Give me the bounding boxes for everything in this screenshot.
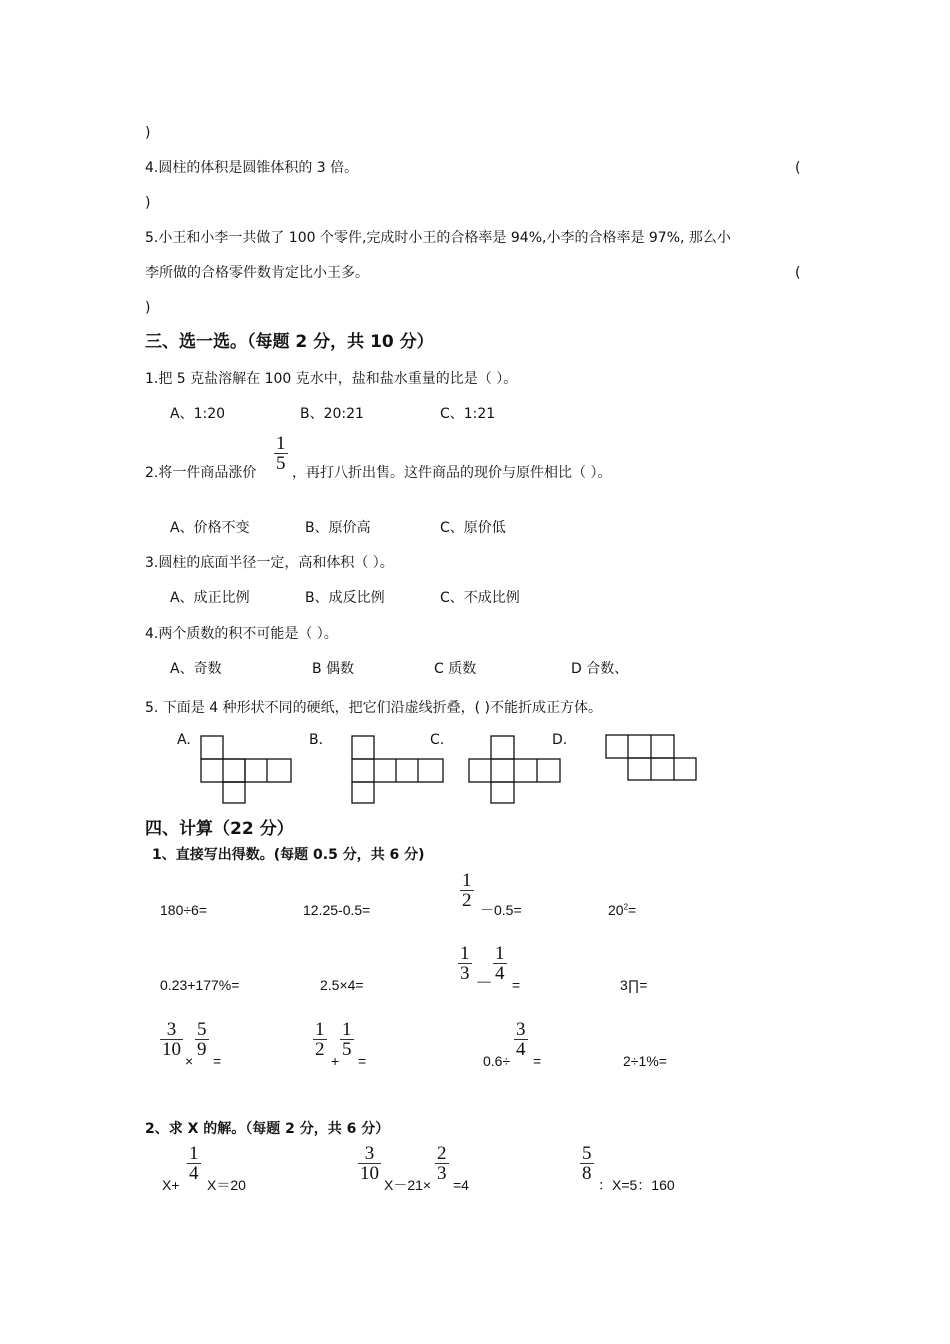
mc-question-2-pre: 2.将一件商品涨价 (145, 465, 257, 481)
option-c: C、原价低 (440, 520, 506, 536)
mc-question-2-post: ，再打八折出售。这件商品的现价与原件相比（ ）。 (292, 465, 612, 481)
calc-item: 0.23+177%= (160, 977, 240, 993)
equation-part: ：X=5：160 (598, 1177, 675, 1193)
answer-paren-open: ( (795, 265, 801, 281)
option-a: A、奇数 (170, 661, 222, 677)
option-label-c: C. (430, 732, 445, 748)
fraction: $\frac{1}{4}$ (189, 1143, 199, 1184)
close-paren: ) (145, 300, 151, 316)
option-b: B、成反比例 (305, 590, 385, 606)
operator: － (475, 973, 493, 993)
fraction: $\frac{2}{3}$ (437, 1143, 447, 1184)
fraction: $\frac{3}{10}$ (162, 1019, 181, 1060)
calc-item: = (533, 1053, 542, 1069)
option-b: B 偶数 (312, 661, 355, 677)
cube-net-b (348, 733, 448, 805)
option-a: A、价格不变 (170, 520, 250, 536)
mc-question-3: 3.圆柱的底面半径一定，高和体积（ ）。 (145, 555, 394, 571)
option-c: C、不成比例 (440, 590, 520, 606)
option-c: C、1:21 (440, 406, 496, 422)
equation-part: X+ (162, 1177, 180, 1193)
option-b: B、原价高 (305, 520, 371, 536)
mc-question-4: 4.两个质数的积不可能是（ ）。 (145, 626, 338, 642)
tf-question-5-line1: 5.小王和小李一共做了 100 个零件,完成时小王的合格率是 94%,小李的合格率是 97%, 那么小 (145, 230, 731, 246)
fraction: $\frac{1}{4}$ (495, 943, 505, 984)
option-b: B、20:21 (300, 406, 364, 422)
calc-item: = (512, 977, 521, 993)
option-label-a: A. (177, 732, 191, 748)
calc-item: 2÷1%= (623, 1053, 667, 1069)
calc-item: = (358, 1053, 367, 1069)
fraction: $\frac{3}{4}$ (516, 1019, 526, 1060)
equation-part: =4 (453, 1177, 469, 1193)
cube-net-c (466, 733, 566, 805)
cube-net-d (603, 733, 703, 785)
calc-item: 2.5×4= (320, 977, 364, 993)
calc-item: 0.6÷ (483, 1053, 511, 1069)
option-d: D 合数、 (571, 661, 629, 677)
fraction: $\frac{1}{5}$ (276, 433, 286, 474)
fraction: $\frac{1}{3}$ (460, 943, 470, 984)
tf-question-5-line2: 李所做的合格零件数肯定比小王多。 (145, 265, 369, 281)
close-paren: ) (145, 195, 151, 211)
option-label-d: D. (552, 732, 568, 748)
option-a: A、成正比例 (170, 590, 250, 606)
operator: + (331, 1053, 340, 1069)
fraction: $\frac{5}{9}$ (197, 1019, 207, 1060)
fraction: $\frac{5}{8}$ (582, 1143, 592, 1184)
option-c: C 质数 (434, 661, 477, 677)
mc-question-1: 1.把 5 克盐溶解在 100 克水中，盐和盐水重量的比是（ ）。 (145, 371, 518, 387)
section-title: 四、计算（22 分） (145, 819, 294, 839)
option-label-b: B. (309, 732, 324, 748)
calc-item: －0.5= (480, 902, 522, 918)
option-a: A、1:20 (170, 406, 226, 422)
mc-question-5: 5. 下面是 4 种形状不同的硬纸，把它们沿虚线折叠，( )不能折成正方体。 (145, 700, 602, 716)
calc-item: $20^2=$ (608, 902, 637, 918)
cube-net-a (195, 733, 295, 805)
fraction: $\frac{1}{2}$ (462, 870, 472, 911)
equation-part: X＝20 (207, 1177, 246, 1193)
fraction: $\frac{1}{2}$ (315, 1019, 325, 1060)
fraction: $\frac{1}{5}$ (342, 1019, 352, 1060)
answer-paren-open: ( (795, 160, 801, 176)
equation-part: X－21× (384, 1177, 432, 1193)
operator: × (185, 1053, 194, 1069)
close-paren: ) (145, 125, 151, 141)
calc-item: 180÷6= (160, 902, 208, 918)
calc-item: = (213, 1053, 222, 1069)
subsection-title: 1、直接写出得数。(每题 0.5 分，共 6 分) (152, 847, 425, 863)
subsection-title: 2、求 X 的解。（每题 2 分，共 6 分） (145, 1121, 390, 1137)
tf-question-4: 4.圆柱的体积是圆锥体积的 3 倍。 (145, 160, 359, 176)
calc-item: 12.25-0.5= (303, 902, 371, 918)
fraction: $\frac{3}{10}$ (360, 1143, 379, 1184)
calc-item: 3∏= (620, 977, 648, 993)
section-title: 三、选一选。（每题 2 分，共 10 分） (145, 332, 434, 352)
